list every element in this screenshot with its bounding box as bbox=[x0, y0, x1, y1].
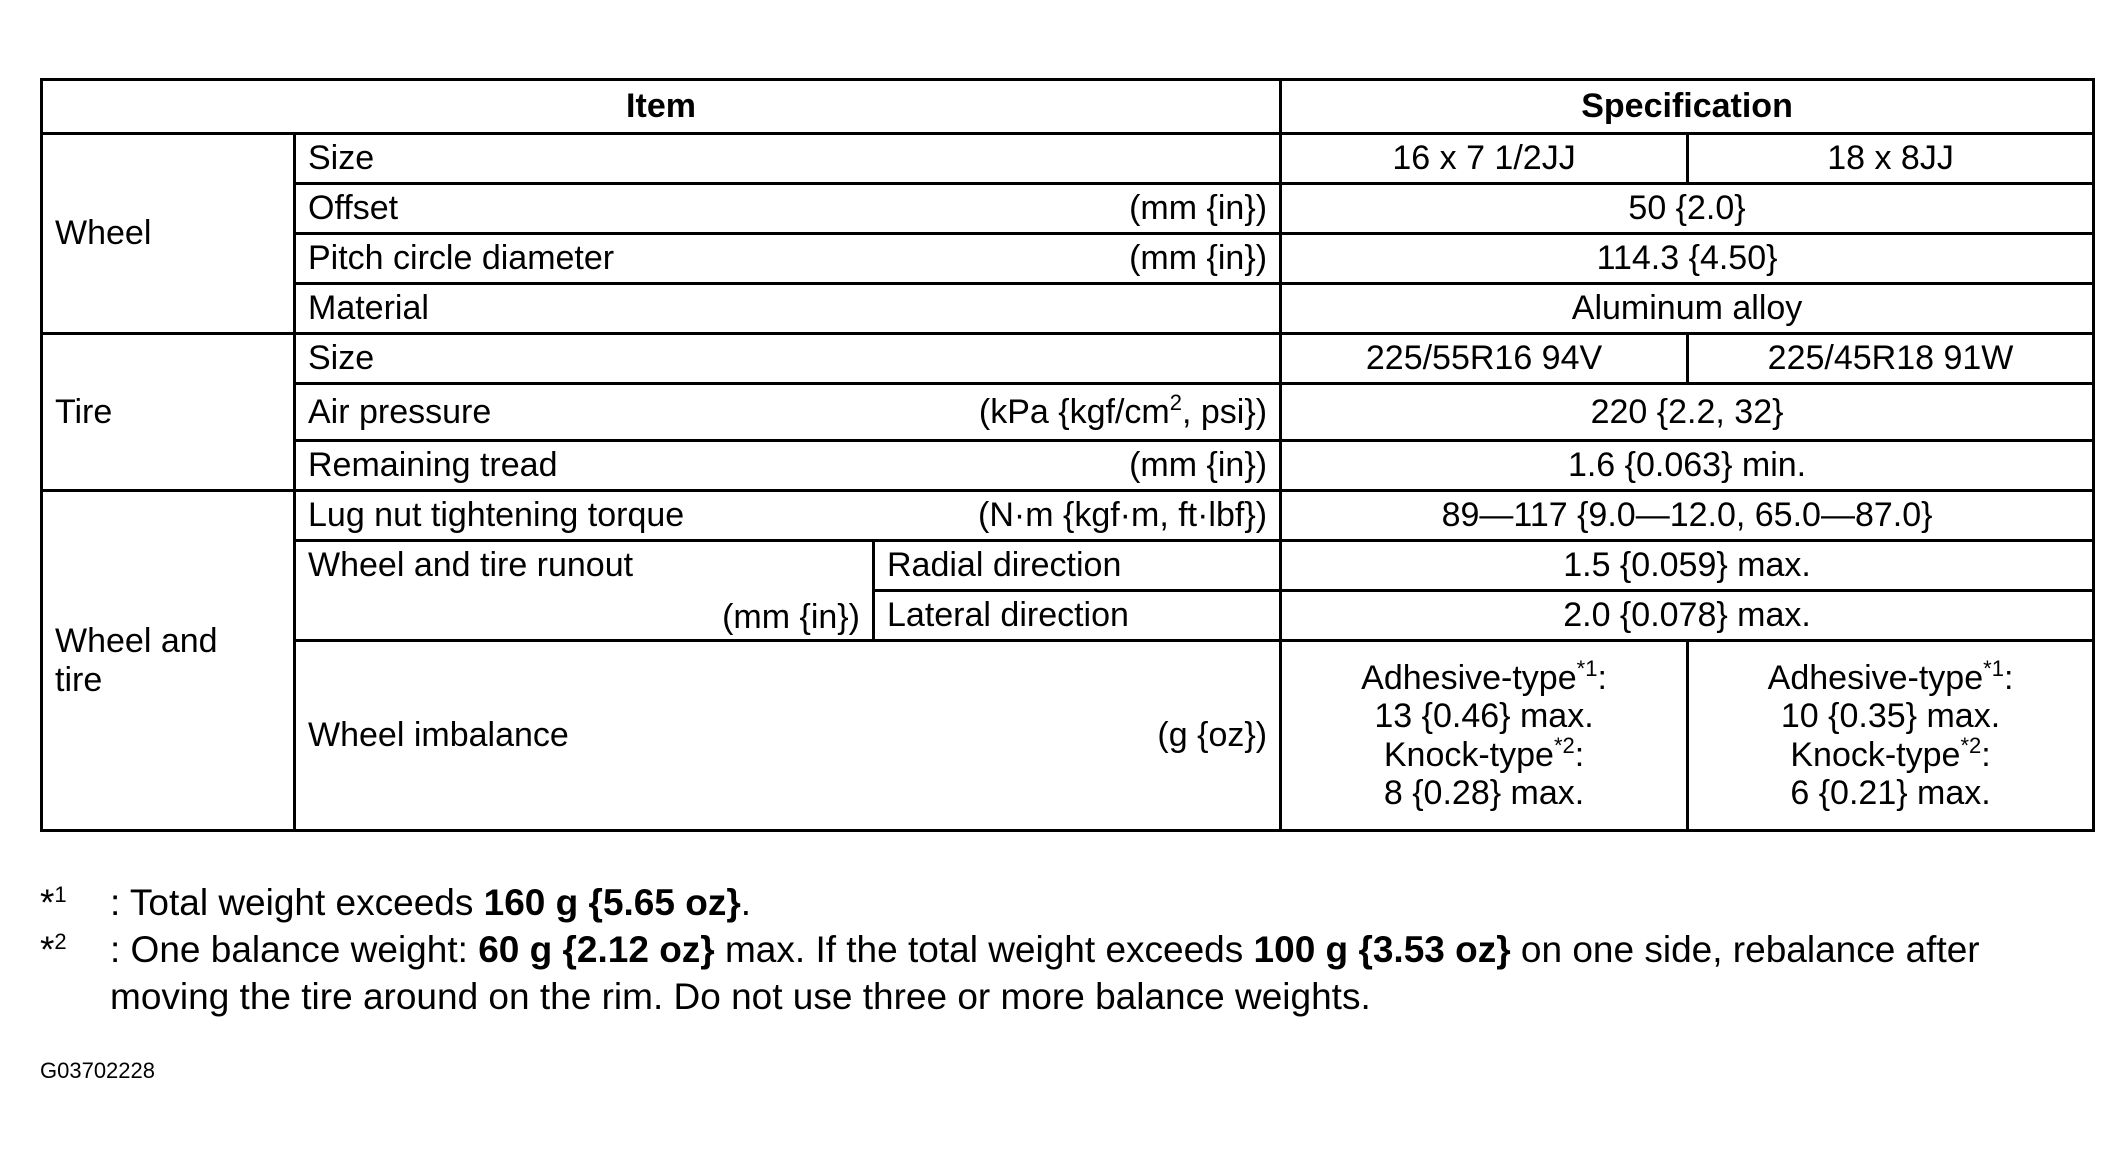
footnote-2 bbox=[40, 927, 2100, 1021]
row-unit: (g {oz}) bbox=[1157, 716, 1268, 755]
note-segment: : Total weight exceeds bbox=[110, 882, 484, 923]
footnote-mark bbox=[40, 880, 110, 927]
spec-value: 16 x 7 1/2JJ bbox=[1281, 134, 1688, 184]
row-label: Pitch circle diameter bbox=[308, 239, 615, 278]
note-bold: 100 g {3.53 oz} bbox=[1253, 928, 1511, 970]
footnote-mark bbox=[40, 927, 110, 1021]
category-wheel: Wheel bbox=[42, 134, 295, 334]
category-wheel-and-tire bbox=[42, 491, 295, 831]
row-label: Air pressure bbox=[308, 392, 492, 431]
note-bold: 160 g {5.65 oz} bbox=[483, 882, 741, 923]
spec-value: 225/55R16 94V bbox=[1281, 334, 1688, 384]
footnotes bbox=[40, 880, 2100, 1021]
spec-value: Aluminum alloy bbox=[1281, 284, 2094, 334]
row-label: Wheel and tire runout bbox=[308, 546, 634, 584]
table-row bbox=[42, 134, 2094, 184]
header-row bbox=[42, 80, 2094, 134]
footnote-ref: *2 bbox=[1960, 732, 1982, 758]
figure-id: G03702228 bbox=[40, 1058, 155, 1083]
footnote-1 bbox=[40, 880, 2100, 927]
row-label: Size bbox=[295, 134, 1281, 184]
table-row bbox=[42, 384, 2094, 441]
spec-text: : bbox=[1981, 735, 1991, 774]
note-segment: : One balance weight: bbox=[110, 928, 479, 970]
footnote-number: 2 bbox=[54, 928, 67, 954]
category-line: tire bbox=[55, 660, 103, 699]
unit-text: , psi}) bbox=[1181, 392, 1268, 431]
row-unit bbox=[978, 389, 1268, 431]
spec-value: 2.0 {0.078} max. bbox=[1281, 591, 2094, 641]
footnote-ref: *1 bbox=[1983, 656, 2004, 682]
spec-text: Adhesive-type bbox=[1361, 659, 1577, 698]
footnote-star: * bbox=[40, 928, 55, 970]
table-row bbox=[42, 441, 2094, 491]
header-item: Item bbox=[42, 80, 1281, 134]
spec-text: 8 {0.28} max. bbox=[1383, 773, 1585, 812]
spec-value: 225/45R18 91W bbox=[1688, 334, 2094, 384]
row-label: Offset bbox=[308, 189, 399, 228]
table-row bbox=[42, 334, 2094, 384]
spec-value: 89—117 {9.0—12.0, 65.0—87.0} bbox=[1281, 491, 2094, 541]
table-row bbox=[42, 541, 2094, 591]
spec-text: 13 {0.46} max. bbox=[1374, 697, 1594, 736]
footnote-ref: *1 bbox=[1576, 656, 1598, 682]
table-row bbox=[42, 184, 2094, 234]
spec-value: 1.6 {0.063} min. bbox=[1281, 441, 2094, 491]
row-label: Size bbox=[295, 334, 1281, 384]
note-segment: on one side, rebalance after moving the tire around on the rim. Do not use three or more balance weights. bbox=[110, 928, 1980, 1017]
spec-text: Adhesive-type bbox=[1767, 659, 1984, 698]
row-label-cell bbox=[295, 641, 1281, 831]
unit-text: (kPa {kgf/cm bbox=[978, 392, 1170, 431]
row-label-cell bbox=[295, 234, 1281, 284]
header-specification: Specification bbox=[1281, 80, 2094, 134]
unit-superscript: 2 bbox=[1169, 389, 1182, 415]
category-tire: Tire bbox=[42, 334, 295, 491]
spec-text: : bbox=[1597, 659, 1607, 698]
spec-value-stack bbox=[1281, 641, 1688, 831]
spec-value: 220 {2.2, 32} bbox=[1281, 384, 2094, 441]
spec-text: : bbox=[1574, 735, 1585, 774]
footnote-number: 1 bbox=[54, 882, 67, 907]
row-sublabel: Lateral direction bbox=[874, 591, 1281, 641]
wheel-tire-spec-table bbox=[40, 78, 2095, 832]
row-unit: (mm {in}) bbox=[722, 598, 860, 637]
spec-value-stack bbox=[1688, 641, 2094, 831]
spec-text: Knock-type bbox=[1383, 735, 1554, 774]
table-row bbox=[42, 284, 2094, 334]
note-segment: . bbox=[740, 882, 752, 923]
table-row bbox=[42, 641, 2094, 831]
spec-text: : bbox=[2003, 659, 2014, 698]
spec-text: 6 {0.21} max. bbox=[1790, 773, 1991, 812]
row-unit: (mm {in}) bbox=[1129, 189, 1268, 228]
table-row bbox=[42, 491, 2094, 541]
category-line: Wheel and bbox=[55, 622, 218, 661]
spec-value: 1.5 {0.059} max. bbox=[1281, 541, 2094, 591]
spec-value: 18 x 8JJ bbox=[1688, 134, 2094, 184]
row-label-cell bbox=[295, 384, 1281, 441]
row-sublabel: Radial direction bbox=[874, 541, 1281, 591]
row-label-cell bbox=[295, 441, 1281, 491]
footnote-text bbox=[110, 927, 2100, 1021]
footnote-text bbox=[110, 880, 2100, 927]
row-label: Wheel imbalance bbox=[308, 716, 569, 755]
row-label: Material bbox=[295, 284, 1281, 334]
note-bold: 60 g {2.12 oz} bbox=[478, 928, 715, 970]
footnote-star: * bbox=[40, 882, 55, 923]
row-unit: (mm {in}) bbox=[1129, 239, 1268, 278]
row-label-cell bbox=[295, 184, 1281, 234]
spec-text: 10 {0.35} max. bbox=[1780, 697, 2001, 736]
footnote-ref: *2 bbox=[1553, 732, 1575, 758]
spec-value: 50 {2.0} bbox=[1281, 184, 2094, 234]
row-unit: (N·m {kgf·m, ft·lbf}) bbox=[978, 496, 1268, 535]
row-label-cell bbox=[295, 491, 1281, 541]
row-label: Remaining tread bbox=[308, 446, 558, 485]
row-unit: (mm {in}) bbox=[1129, 446, 1268, 485]
row-label: Lug nut tightening torque bbox=[308, 496, 685, 535]
spec-value: 114.3 {4.50} bbox=[1281, 234, 2094, 284]
table-row bbox=[42, 234, 2094, 284]
runout-label-cell bbox=[295, 541, 874, 641]
note-segment: max. If the total weight exceeds bbox=[714, 928, 1254, 970]
spec-text: Knock-type bbox=[1790, 735, 1961, 774]
